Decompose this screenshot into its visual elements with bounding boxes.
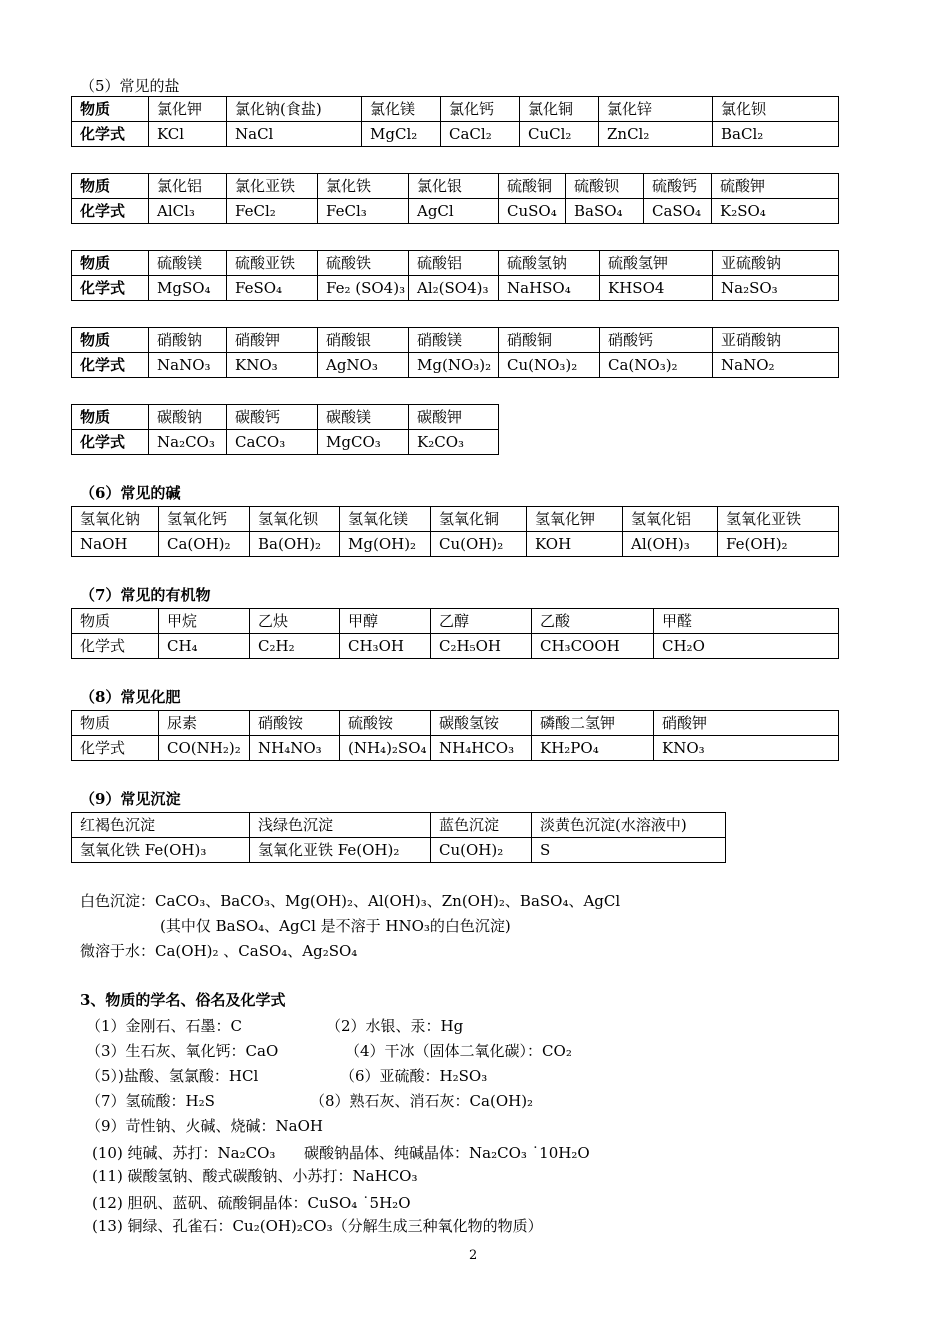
table-row (72, 276, 839, 301)
table-cell: NaOH (72, 532, 159, 557)
names-line-2a: （3）生石灰、氧化钙：CaO (86, 1042, 279, 1060)
table-cell: 氢氧化铝 (623, 507, 718, 532)
table-cell: CH₃OH (340, 634, 431, 659)
table-cell: CaSO₄ (644, 199, 712, 224)
table-cell: 硝酸银 (318, 328, 409, 353)
table-cell: AlCl₃ (149, 199, 227, 224)
table-cell: KCl (149, 122, 227, 147)
table-cell: 硫酸铜 (499, 174, 566, 199)
table-cell: KHSO4 (600, 276, 713, 301)
section-heading-fertilizers: （8）常见化肥 (80, 688, 181, 706)
table-cell: CaCO₃ (227, 430, 318, 455)
table-row (72, 174, 839, 199)
table-cell: FeSO₄ (227, 276, 318, 301)
table-cell: 氯化亚铁 (227, 174, 318, 199)
table-cell: K₂CO₃ (409, 430, 499, 455)
table-cell: 浅绿色沉淀 (250, 813, 431, 838)
table-cell: 氢氧化钙 (159, 507, 250, 532)
table-cell: 淡黄色沉淀(水溶液中) (532, 813, 726, 838)
table-cell: 物质 (72, 711, 159, 736)
table-cell: 硝酸钾 (227, 328, 318, 353)
table-cell: 碳酸钙 (227, 405, 318, 430)
table-cell: 化学式 (72, 122, 149, 147)
table-cell: 磷酸二氢钾 (532, 711, 654, 736)
table-cell: 红褐色沉淀 (72, 813, 250, 838)
table-cell: (NH₄)₂SO₄ (340, 736, 431, 761)
table-cell: 氯化银 (409, 174, 499, 199)
table-cell: 氢氧化钠 (72, 507, 159, 532)
table-cell: 尿素 (159, 711, 250, 736)
table-cell: CH₃COOH (532, 634, 654, 659)
table-cell: 碳酸氢铵 (431, 711, 532, 736)
table-cell: 氯化钠(食盐) (227, 97, 362, 122)
table-cell: 乙酸 (532, 609, 654, 634)
table-cell: AgCl (409, 199, 499, 224)
table-cell: Ca(OH)₂ (159, 532, 250, 557)
table-cell: 化学式 (72, 199, 149, 224)
names-line-1b: （2）水银、汞：Hg (326, 1017, 464, 1035)
table-cell: 碳酸钾 (409, 405, 499, 430)
table-cell: CH₄ (159, 634, 250, 659)
table-cell: 甲烷 (159, 609, 250, 634)
table-row (72, 353, 839, 378)
table-cell: 氯化铜 (520, 97, 599, 122)
salts-table-3 (71, 250, 839, 301)
table-cell: NaCl (227, 122, 362, 147)
table-cell: 蓝色沉淀 (431, 813, 532, 838)
table-row (72, 328, 839, 353)
table-cell: 硫酸钡 (566, 174, 644, 199)
names-line-4a: （7）氢硫酸：H₂S (86, 1092, 215, 1110)
table-cell: CH₂O (654, 634, 839, 659)
table-cell: Fe(OH)₂ (718, 532, 839, 557)
table-row (72, 405, 499, 430)
table-cell: Mg(OH)₂ (340, 532, 431, 557)
table-cell: NaNO₂ (713, 353, 839, 378)
table-cell: NH₄NO₃ (250, 736, 340, 761)
section-heading-salts: （5）常见的盐 (80, 77, 180, 95)
table-cell: 硫酸铝 (409, 251, 499, 276)
salts-table-4 (71, 327, 839, 378)
table-cell: 物质 (72, 97, 149, 122)
table-cell: Cu(OH)₂ (431, 838, 532, 863)
table-row (72, 609, 839, 634)
table-cell: 硫酸亚铁 (227, 251, 318, 276)
table-cell: K₂SO₄ (712, 199, 839, 224)
table-cell: CuCl₂ (520, 122, 599, 147)
table-row (72, 634, 839, 659)
table-cell: 氯化锌 (599, 97, 713, 122)
table-cell: MgCO₃ (318, 430, 409, 455)
table-cell: KNO₃ (654, 736, 839, 761)
table-cell: MgCl₂ (362, 122, 441, 147)
table-cell: Cu(OH)₂ (431, 532, 527, 557)
table-cell: KOH (527, 532, 623, 557)
table-cell: C₂H₂ (250, 634, 340, 659)
names-line-6: (10) 纯碱、苏打：Na₂CO₃ 碳酸钠晶体、纯碱晶体：Na₂CO₃ ˙10H₂O (92, 1144, 590, 1162)
table-cell: 化学式 (72, 634, 159, 659)
table-cell: 乙炔 (250, 609, 340, 634)
table-cell: KH₂PO₄ (532, 736, 654, 761)
salts-table-1 (71, 96, 839, 147)
section-heading-organics: （7）常见的有机物 (80, 586, 211, 604)
table-cell: 硫酸钾 (712, 174, 839, 199)
table-cell: MgSO₄ (149, 276, 227, 301)
table-cell: NH₄HCO₃ (431, 736, 532, 761)
table-cell: Na₂CO₃ (149, 430, 227, 455)
names-line-3a: （5）)盐酸、氢氯酸：HCl (86, 1067, 259, 1085)
table-cell: 硫酸氢钾 (600, 251, 713, 276)
table-cell: 氢氧化钡 (250, 507, 340, 532)
table-cell: 硝酸镁 (409, 328, 499, 353)
table-cell: 物质 (72, 328, 149, 353)
names-line-8: (12) 胆矾、蓝矾、硫酸铜晶体：CuSO₄ ˙5H₂O (92, 1194, 411, 1212)
section-heading-precipitates: （9）常见沉淀 (80, 790, 181, 808)
table-cell: 硝酸钙 (600, 328, 713, 353)
table-cell: 乙醇 (431, 609, 532, 634)
table-cell: CuSO₄ (499, 199, 566, 224)
table-cell: 亚硫酸钠 (713, 251, 839, 276)
table-cell: Mg(NO₃)₂ (409, 353, 499, 378)
table-cell: 硫酸铵 (340, 711, 431, 736)
table-row (72, 507, 839, 532)
section-heading-names: 3、物质的学名、俗名及化学式 (80, 991, 286, 1009)
salts-table-5 (71, 404, 499, 455)
precipitates-table (71, 812, 726, 863)
table-cell: 物质 (72, 174, 149, 199)
table-cell: 物质 (72, 405, 149, 430)
table-cell: 氯化镁 (362, 97, 441, 122)
table-cell: 硫酸镁 (149, 251, 227, 276)
table-cell: 硫酸氢钠 (499, 251, 600, 276)
organics-table (71, 608, 839, 659)
table-cell: CaCl₂ (441, 122, 520, 147)
table-cell: 氯化钾 (149, 97, 227, 122)
table-cell: 氯化钡 (713, 97, 839, 122)
white-precipitate-note: (其中仅 BaSO₄、AgCl 是不溶于 HNO₃的白色沉淀) (160, 917, 511, 935)
table-cell: 氢氧化亚铁 (718, 507, 839, 532)
table-cell: Fe₂ (SO4)₃ (318, 276, 409, 301)
table-cell: 物质 (72, 251, 149, 276)
table-row (72, 813, 726, 838)
page-number: 2 (469, 1248, 478, 1263)
table-cell: 物质 (72, 609, 159, 634)
names-line-9: (13) 铜绿、孔雀石：Cu₂(OH)₂CO₃（分解生成三种氧化物的物质） (92, 1217, 543, 1235)
table-cell: NaNO₃ (149, 353, 227, 378)
table-cell: BaSO₄ (566, 199, 644, 224)
table-cell: 亚硝酸钠 (713, 328, 839, 353)
table-cell: 氯化钙 (441, 97, 520, 122)
names-line-1a: （1）金刚石、石墨：C (86, 1017, 243, 1035)
section-heading-bases: （6）常见的碱 (80, 484, 181, 502)
table-cell: 氢氧化镁 (340, 507, 431, 532)
table-cell: Ca(NO₃)₂ (600, 353, 713, 378)
table-cell: Al₂(SO4)₃ (409, 276, 499, 301)
table-cell: 氯化铁 (318, 174, 409, 199)
slightly-soluble-line: 微溶于水：Ca(OH)₂ 、CaSO₄、Ag₂SO₄ (80, 942, 358, 960)
table-cell: C₂H₅OH (431, 634, 532, 659)
names-line-7: (11) 碳酸氢钠、酸式碳酸钠、小苏打：NaHCO₃ (92, 1167, 418, 1185)
table-row (72, 430, 499, 455)
table-row (72, 97, 839, 122)
table-cell: 碳酸钠 (149, 405, 227, 430)
table-cell: 氢氧化钾 (527, 507, 623, 532)
table-cell: 硝酸钾 (654, 711, 839, 736)
table-cell: Ba(OH)₂ (250, 532, 340, 557)
table-row (72, 532, 839, 557)
table-row (72, 199, 839, 224)
table-cell: ZnCl₂ (599, 122, 713, 147)
table-cell: Na₂SO₃ (713, 276, 839, 301)
table-row (72, 838, 726, 863)
table-row (72, 122, 839, 147)
table-cell: FeCl₂ (227, 199, 318, 224)
table-cell: BaCl₂ (713, 122, 839, 147)
table-cell: 氯化铝 (149, 174, 227, 199)
table-cell: 硫酸钙 (644, 174, 712, 199)
table-cell: 氢氧化亚铁 Fe(OH)₂ (250, 838, 431, 863)
table-cell: FeCl₃ (318, 199, 409, 224)
table-cell: AgNO₃ (318, 353, 409, 378)
white-precipitate-line: 白色沉淀：CaCO₃、BaCO₃、Mg(OH)₂、Al(OH)₃、Zn(OH)₂、BaSO₄、AgCl (80, 892, 621, 910)
table-cell: Al(OH)₃ (623, 532, 718, 557)
table-cell: 化学式 (72, 353, 149, 378)
table-cell: 硝酸钠 (149, 328, 227, 353)
names-line-4b: （8）熟石灰、消石灰：Ca(OH)₂ (310, 1092, 534, 1110)
names-line-5: （9）苛性钠、火碱、烧碱：NaOH (86, 1117, 323, 1135)
table-cell: 化学式 (72, 276, 149, 301)
table-cell: 硝酸铜 (499, 328, 600, 353)
names-line-2b: （4）干冰（固体二氧化碳）：CO₂ (345, 1042, 572, 1060)
table-cell: NaHSO₄ (499, 276, 600, 301)
table-cell: 碳酸镁 (318, 405, 409, 430)
table-cell: S (532, 838, 726, 863)
fertilizers-table (71, 710, 839, 761)
table-cell: 甲醇 (340, 609, 431, 634)
salts-table-2 (71, 173, 839, 224)
bases-table (71, 506, 839, 557)
table-cell: Cu(NO₃)₂ (499, 353, 600, 378)
table-cell: KNO₃ (227, 353, 318, 378)
table-cell: 氢氧化铁 Fe(OH)₃ (72, 838, 250, 863)
table-cell: 硝酸铵 (250, 711, 340, 736)
table-cell: 甲醛 (654, 609, 839, 634)
table-cell: 化学式 (72, 736, 159, 761)
table-cell: 氢氧化铜 (431, 507, 527, 532)
table-row (72, 251, 839, 276)
table-cell: CO(NH₂)₂ (159, 736, 250, 761)
table-cell: 化学式 (72, 430, 149, 455)
table-cell: 硫酸铁 (318, 251, 409, 276)
names-line-3b: （6）亚硫酸：H₂SO₃ (340, 1067, 488, 1085)
table-row (72, 711, 839, 736)
table-row (72, 736, 839, 761)
